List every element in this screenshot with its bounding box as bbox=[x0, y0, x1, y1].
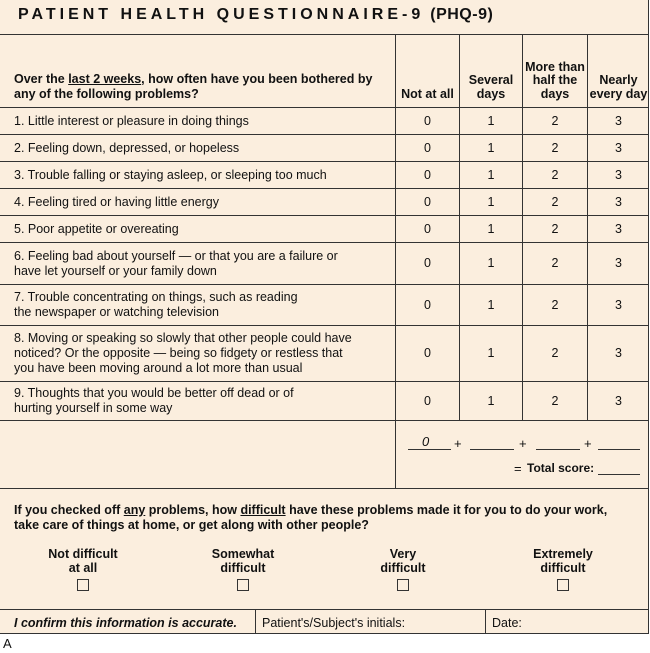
score-option[interactable]: 0 bbox=[424, 140, 431, 155]
score-option[interactable]: 1 bbox=[487, 113, 495, 128]
difficulty-option-not-difficult[interactable] bbox=[13, 547, 153, 591]
column-total-1-blank[interactable] bbox=[408, 449, 451, 450]
score-option[interactable]: 1 bbox=[487, 221, 495, 236]
score-option[interactable]: 2 bbox=[551, 393, 559, 408]
column-total-4-blank[interactable] bbox=[598, 449, 640, 450]
score-option[interactable]: 0 bbox=[424, 194, 431, 209]
plus-sign: + bbox=[519, 436, 527, 451]
score-option[interactable]: 1 bbox=[487, 256, 495, 270]
score-option[interactable]: 3 bbox=[615, 167, 622, 182]
form-title bbox=[18, 6, 493, 24]
score-option[interactable]: 1 bbox=[487, 346, 495, 360]
score-option[interactable]: 2 bbox=[551, 221, 559, 236]
score-option[interactable]: 3 bbox=[615, 221, 622, 236]
question-7: 7. Trouble concentrating on things, such as reading the newspaper or watching television bbox=[14, 290, 298, 319]
checkbox[interactable] bbox=[557, 579, 569, 591]
score-option[interactable]: 1 bbox=[487, 194, 495, 209]
score-option[interactable]: 1 bbox=[487, 140, 495, 155]
plus-sign: + bbox=[584, 436, 592, 451]
score-option[interactable]: 2 bbox=[551, 140, 559, 155]
score-option[interactable]: 3 bbox=[615, 393, 622, 408]
score-option[interactable]: 0 bbox=[424, 167, 431, 182]
figure-label: A bbox=[3, 636, 12, 651]
checkbox[interactable] bbox=[397, 579, 409, 591]
question-4: 4. Feeling tired or having little energy bbox=[14, 194, 219, 209]
confirm-statement: I confirm this information is accurate. bbox=[14, 616, 237, 630]
score-option[interactable]: 1 bbox=[487, 393, 495, 408]
score-option[interactable]: 2 bbox=[551, 113, 559, 128]
score-option[interactable]: 3 bbox=[615, 194, 622, 209]
question-3: 3. Trouble falling or staying asleep, or sleeping too much bbox=[14, 167, 327, 182]
score-option[interactable]: 3 bbox=[615, 113, 622, 128]
column-total-1-value: 0 bbox=[422, 434, 430, 449]
difficulty-option-somewhat-difficult[interactable] bbox=[173, 547, 313, 591]
score-option[interactable]: 1 bbox=[487, 167, 495, 182]
question-6: 6. Feeling bad about yourself — or that you are a failure or have let yourself or your family down bbox=[14, 248, 338, 278]
difficulty-question: If you checked off any problems, how difficult have these problems made it for you to do your work, take care of things at home, or get along with other people? bbox=[14, 503, 608, 532]
intro-underlined: last 2 weeks bbox=[68, 72, 142, 86]
plus-sign: + bbox=[454, 436, 462, 451]
checkbox[interactable] bbox=[77, 579, 89, 591]
score-option[interactable]: 0 bbox=[424, 113, 431, 128]
column-header-nearly-every-day: Nearly every day bbox=[589, 73, 648, 101]
column-header-several-days: Several days bbox=[468, 73, 514, 101]
question-5: 5. Poor appetite or overeating bbox=[14, 221, 179, 236]
column-total-2-blank[interactable] bbox=[470, 449, 514, 450]
question-1: 1. Little interest or pleasure in doing things bbox=[14, 113, 249, 128]
question-8: 8. Moving or speaking so slowly that other people could have noticed? Or the opposite — being so fidgety or restless that you have been moving around a lot more than usual bbox=[14, 331, 352, 375]
score-option[interactable]: 3 bbox=[615, 346, 622, 360]
column-header-more-than-half: More than half the days bbox=[525, 59, 585, 101]
score-option[interactable]: 2 bbox=[551, 194, 559, 209]
score-option[interactable]: 2 bbox=[551, 256, 559, 270]
column-total-3-blank[interactable] bbox=[536, 449, 580, 450]
difficulty-option-extremely-difficult[interactable] bbox=[493, 547, 633, 591]
form-title-abbr: (PHQ-9) bbox=[430, 6, 494, 23]
question-9: 9. Thoughts that you would be better off dead or of hurting yourself in some way bbox=[14, 386, 294, 415]
form-title-main: PATIENT HEALTH QUESTIONNAIRE-9 bbox=[18, 6, 425, 23]
score-option[interactable]: 0 bbox=[424, 256, 431, 270]
score-option[interactable]: 1 bbox=[487, 297, 495, 312]
column-header-not-at-all: Not at all bbox=[401, 86, 454, 101]
score-option[interactable]: 2 bbox=[551, 297, 559, 312]
score-option[interactable]: 0 bbox=[424, 297, 431, 312]
difficulty-option-label: Somewhat difficult bbox=[211, 547, 275, 575]
date-field[interactable]: Date: bbox=[492, 616, 522, 630]
score-option[interactable]: 2 bbox=[551, 167, 559, 182]
total-score-blank[interactable] bbox=[598, 474, 640, 475]
total-score-label: Total score: bbox=[527, 461, 595, 475]
difficulty-option-label: Very difficult bbox=[380, 547, 426, 575]
difficulty-option-label: Extremely difficult bbox=[533, 547, 593, 575]
difficulty-option-very-difficult[interactable] bbox=[333, 547, 473, 591]
score-option[interactable]: 3 bbox=[615, 256, 622, 270]
score-option[interactable]: 2 bbox=[551, 346, 559, 360]
score-option[interactable]: 0 bbox=[424, 393, 431, 408]
question-2: 2. Feeling down, depressed, or hopeless bbox=[14, 140, 240, 155]
score-option[interactable]: 0 bbox=[424, 221, 431, 236]
score-option[interactable]: 3 bbox=[615, 140, 622, 155]
checkbox[interactable] bbox=[237, 579, 249, 591]
equals-sign: = bbox=[514, 461, 522, 476]
difficulty-option-label: Not difficult at all bbox=[48, 547, 118, 575]
score-option[interactable]: 0 bbox=[424, 346, 431, 360]
score-option[interactable]: 3 bbox=[615, 297, 622, 312]
initials-field[interactable]: Patient's/Subject's initials: bbox=[262, 616, 406, 630]
intro-question: Over the last 2 weeks, how often have you been bothered by any of the following problems? bbox=[14, 72, 373, 101]
